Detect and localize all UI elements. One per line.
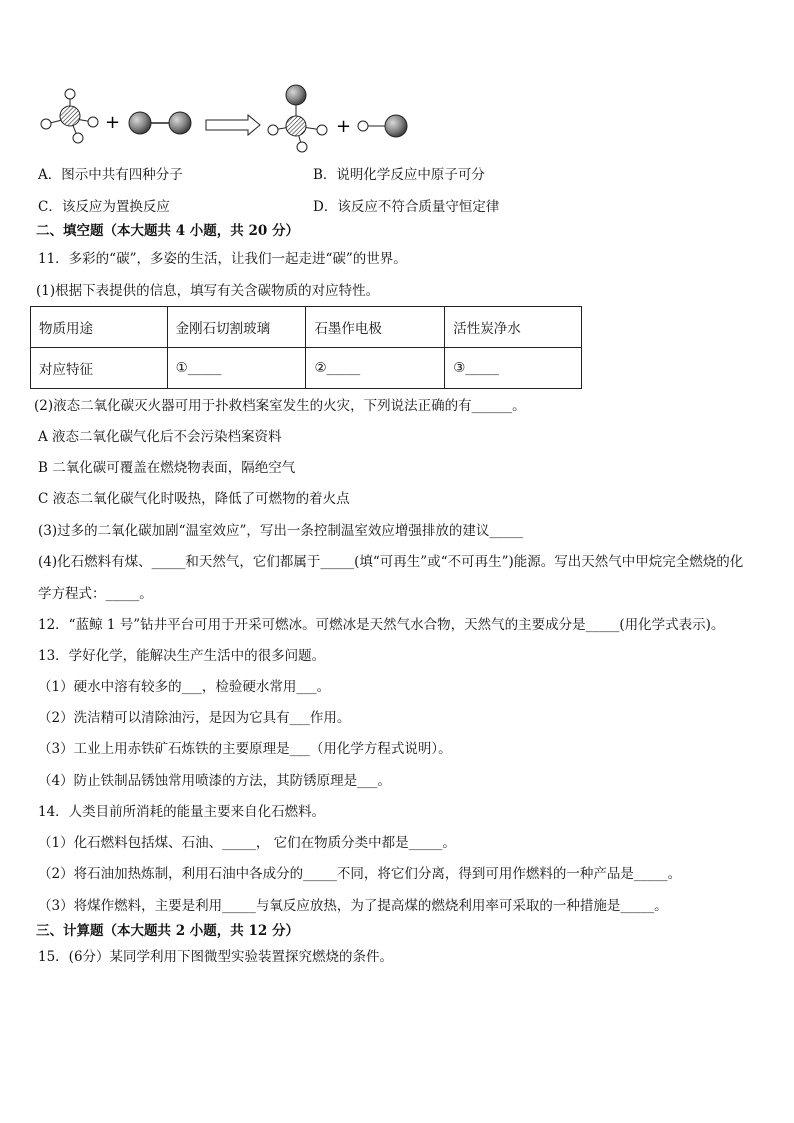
q15-text: 15．(6分）某同学利用下图微型实验装置探究燃烧的条件。 bbox=[38, 949, 394, 965]
q13-part4: （4）防止铁制品锈蚀常用喷漆的方法，其防锈原理是___。 bbox=[38, 773, 391, 789]
reaction-arrow bbox=[206, 115, 260, 135]
section3-heading: 三、计算题（本大题共 2 小题，共 12 分） bbox=[36, 923, 299, 939]
q13-part3: （3）工业上用赤铁矿石炼铁的主要原理是___（用化学方程式说明）。 bbox=[38, 741, 452, 757]
q11-option-b: B 二氧化碳可覆盖在燃烧物表面，隔绝空气 bbox=[38, 460, 296, 476]
reactant-molecule-1 bbox=[41, 89, 98, 143]
q13-intro: 13．学好化学，能解决生产生活中的很多问题。 bbox=[38, 648, 326, 664]
table-row bbox=[31, 348, 582, 389]
product-molecule-2 bbox=[358, 115, 407, 137]
q11-option-a: A 液态二氧化碳气化后不会污染档案资料 bbox=[38, 429, 282, 445]
q11-part1: (1)根据下表提供的信息，填写有关含碳物质的对应特性。 bbox=[36, 283, 380, 299]
q11-part2: (2)液态二氧化碳灭火器可用于扑救档案室发生的火灾，下列说法正确的有______。 bbox=[34, 398, 526, 414]
q11-part4-line2: 学方程式：_____。 bbox=[38, 586, 153, 602]
q10-option-a: A．图示中共有四种分子 bbox=[38, 167, 183, 183]
q14-part3: （3）将煤作燃料，主要是利用_____与氧反应放热，为了提高煤的燃烧利用率可采取的一种措施是_____。 bbox=[38, 898, 668, 914]
table-cell: ③_____ bbox=[445, 348, 582, 389]
section2-heading: 二、填空题（本大题共 4 小题，共 20 分） bbox=[36, 223, 299, 239]
q14-part2: （2）将石油加热炼制，利用石油中各成分的_____不同，将它们分离，得到可用作燃料的一种产品是_____。 bbox=[38, 866, 682, 882]
table-cell: 物质用途 bbox=[31, 307, 168, 348]
q14-part1: （1）化石燃料包括煤、石油、_____， 它们在物质分类中都是_____。 bbox=[38, 835, 456, 851]
reaction-diagram bbox=[30, 78, 430, 158]
q14-intro: 14．人类目前所消耗的能量主要来自化石燃料。 bbox=[38, 804, 326, 820]
q11-option-c: C 液态二氧化碳气化时吸热，降低了可燃物的着火点 bbox=[38, 491, 350, 507]
table-cell: 对应特征 bbox=[31, 348, 168, 389]
reactant-molecule-2 bbox=[129, 112, 191, 134]
q12-text: 12．“蓝鲸 1 号”钻井平台可用于开采可燃冰。可燃冰是天然气水合物，天然气的主要成分是_____(用化学式表示)。 bbox=[38, 617, 725, 633]
plus-sign-2: + bbox=[336, 116, 352, 137]
table-cell: 石墨作电极 bbox=[306, 307, 445, 348]
q10-option-c: C．该反应为置换反应 bbox=[38, 199, 170, 215]
q11-part3: (3)过多的二氧化碳加剧“温室效应”，写出一条控制温室效应增强排放的建议_____ bbox=[38, 523, 524, 539]
q13-part1: （1）硬水中溶有较多的___，检验硬水常用___。 bbox=[38, 679, 331, 695]
table-cell: 金刚石切割玻璃 bbox=[167, 307, 306, 348]
q11-intro: 11．多彩的“碳”，多姿的生活，让我们一起走进“碳”的世界。 bbox=[38, 251, 407, 267]
q10-option-d: D．该反应不符合质量守恒定律 bbox=[313, 199, 500, 215]
table-row bbox=[31, 307, 582, 348]
plus-sign-1: + bbox=[105, 112, 121, 133]
table-cell: 活性炭净水 bbox=[445, 307, 582, 348]
q11-part4-line1: (4)化石燃料有煤、_____和天然气，它们都属于_____(填“可再生”或“不可再生”)能源。写出天然气中甲烷完全燃烧的化 bbox=[38, 554, 744, 570]
q13-part2: （2）洗洁精可以清除油污，是因为它具有___作用。 bbox=[38, 710, 351, 726]
table-cell: ②_____ bbox=[306, 348, 445, 389]
table-cell: ①_____ bbox=[167, 348, 306, 389]
product-molecule-1 bbox=[268, 85, 327, 152]
carbon-property-table bbox=[30, 306, 582, 389]
q10-option-b: B．说明化学反应中原子可分 bbox=[313, 167, 485, 183]
